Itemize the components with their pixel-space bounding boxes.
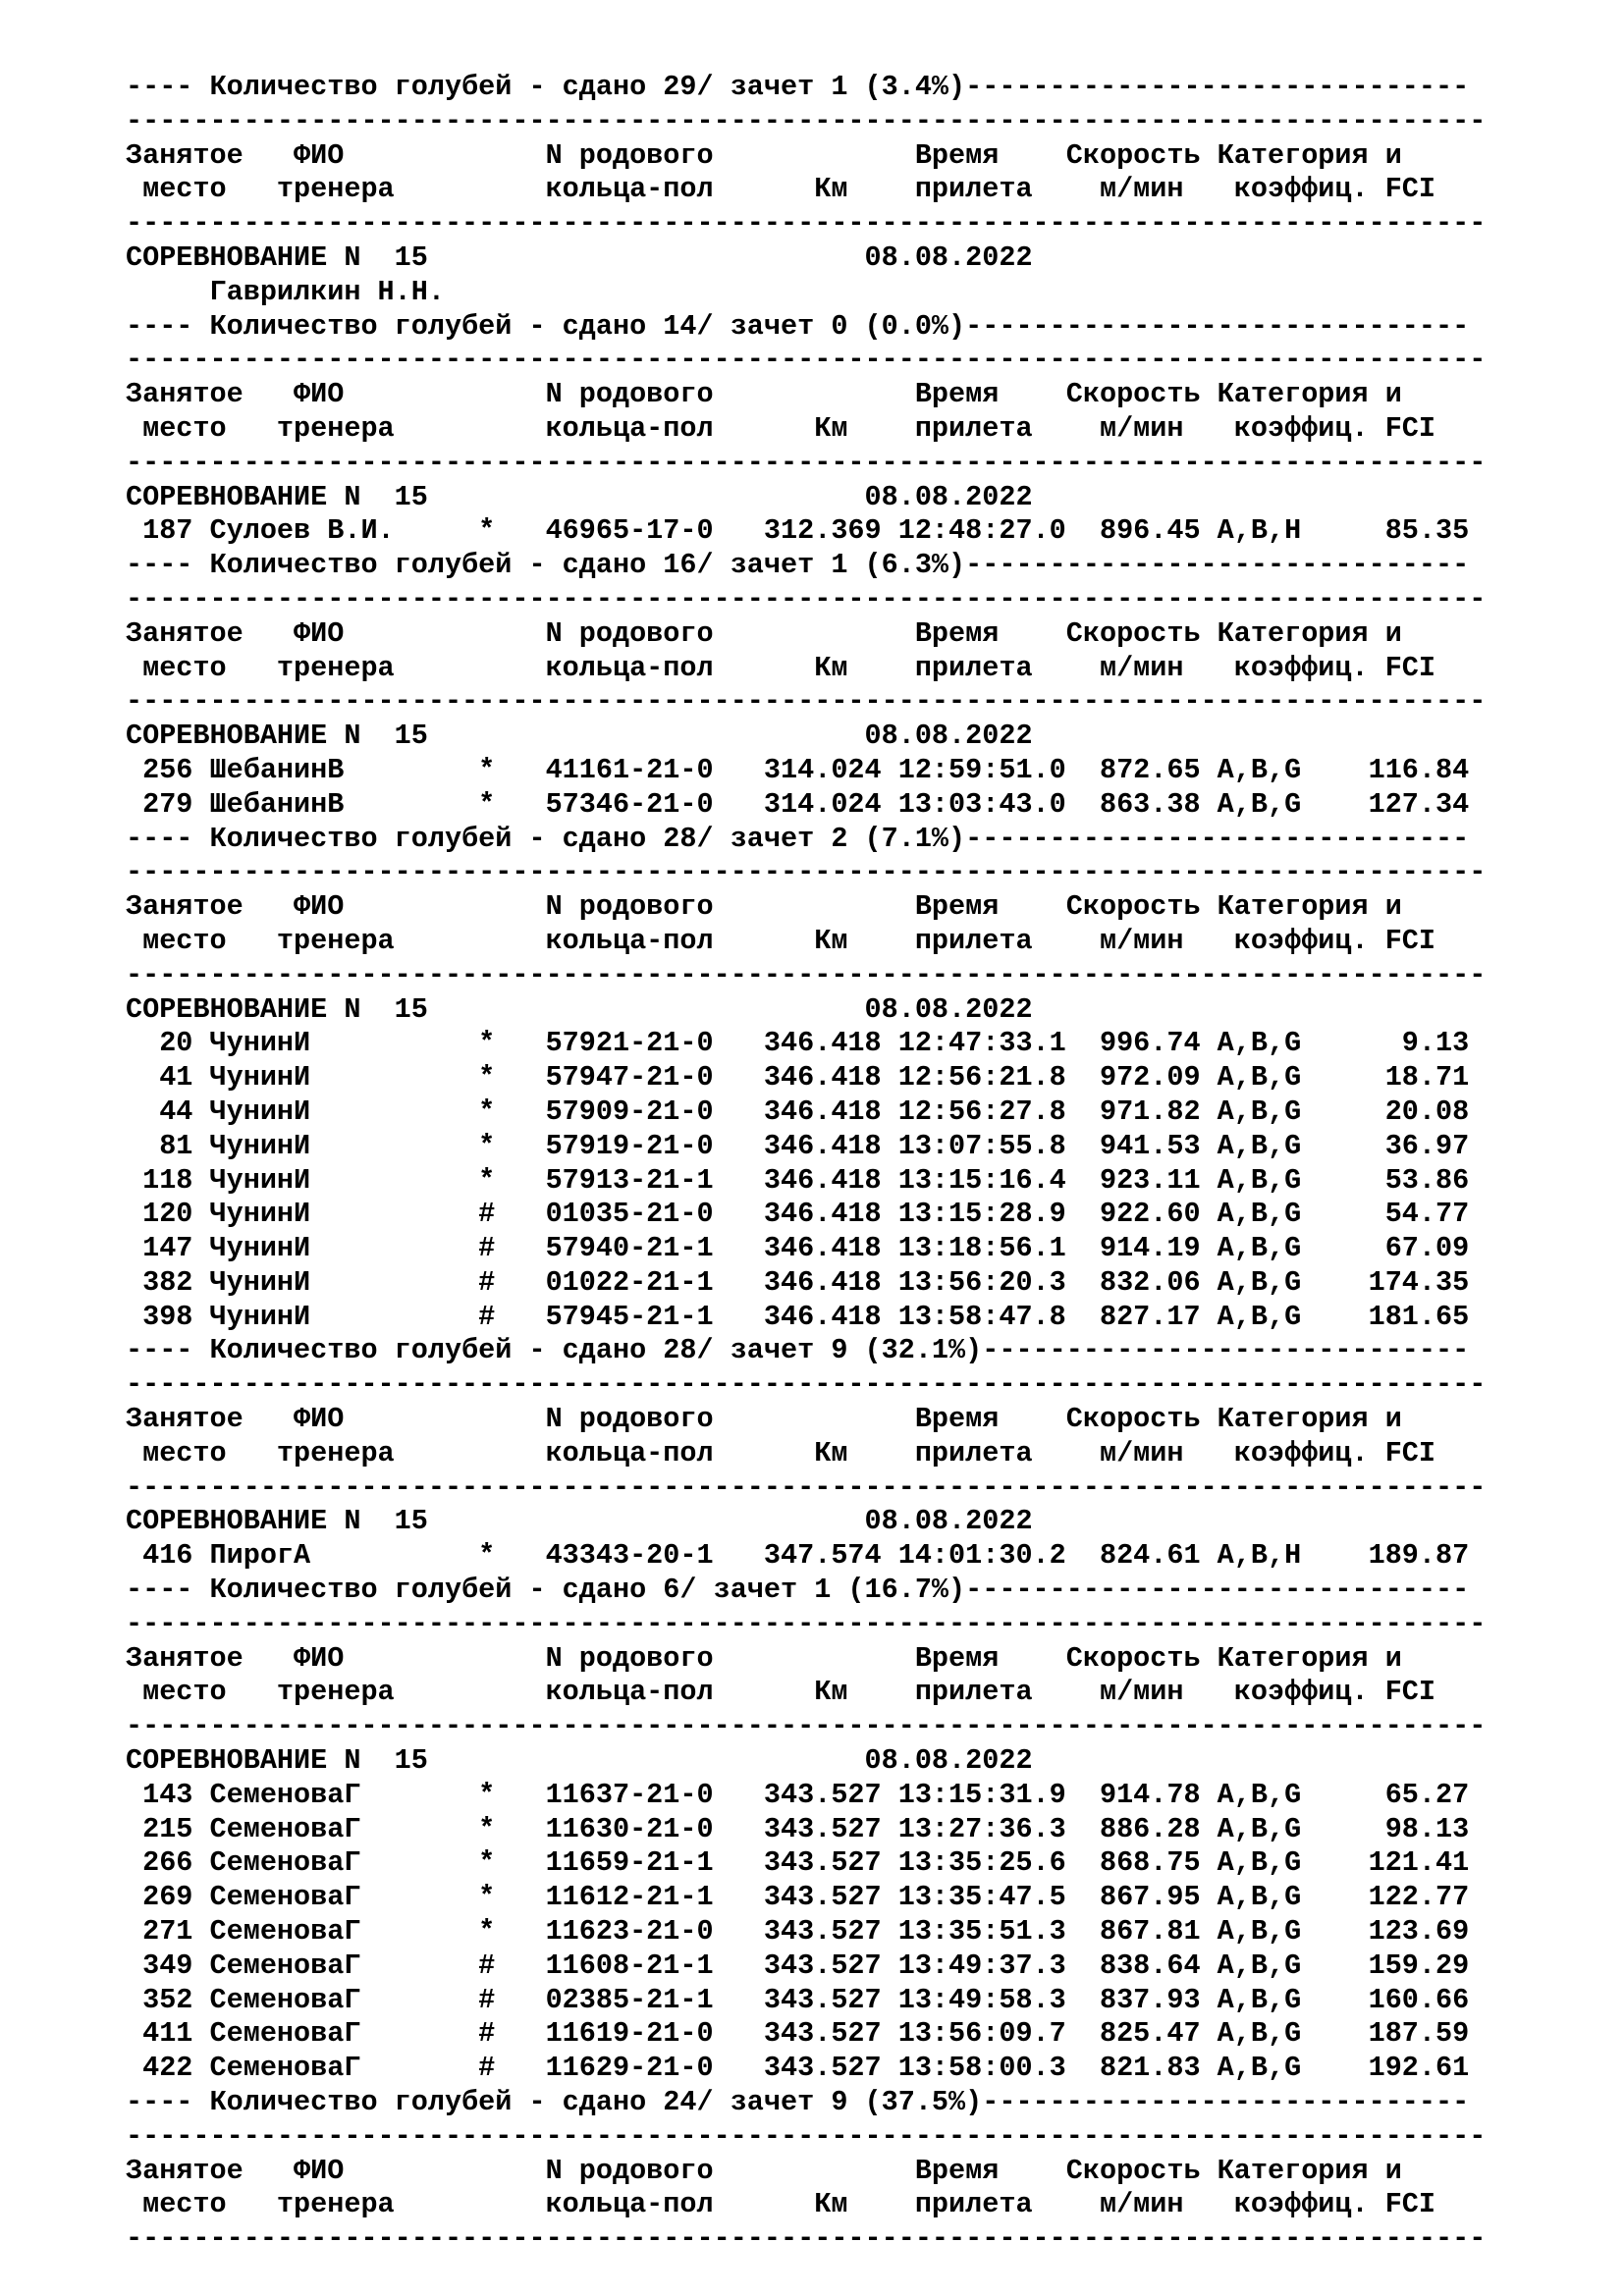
column-header-line: место тренера кольца-пол Км прилета м/мин коэффиц. FCI <box>126 2188 1436 2221</box>
column-header-line: место тренера кольца-пол Км прилета м/мин коэффиц. FCI <box>126 1436 1436 1469</box>
result-row: 398 ЧунинИ # 57945-21-1 346.418 13:58:47.8 827.17 A,B,G 181.65 <box>126 1300 1470 1333</box>
result-row: 118 ЧунинИ * 57913-21-1 346.418 13:15:16.4 923.11 A,B,G 53.86 <box>126 1163 1470 1197</box>
result-row: 215 СеменоваГ * 11630-21-0 343.527 13:27:36.3 886.28 A,B,G 98.13 <box>126 1812 1470 1845</box>
summary-line: ---- Количество голубей - сдано 16/ зачет 1 (6.3%)------------------------------ <box>126 549 1470 582</box>
competition-title: СОРЕВНОВАНИЕ N 15 08.08.2022 <box>126 992 1033 1026</box>
column-header-line: место тренера кольца-пол Км прилета м/мин коэффиц. FCI <box>126 173 1436 206</box>
result-row: 41 ЧунинИ * 57947-21-0 346.418 12:56:21.8 972.09 A,B,G 18.71 <box>126 1061 1470 1095</box>
result-row: 44 ЧунинИ * 57909-21-0 346.418 12:56:27.8 971.82 A,B,G 20.08 <box>126 1095 1470 1128</box>
result-row: 382 ЧунинИ # 01022-21-1 346.418 13:56:20.3 832.06 A,B,G 174.35 <box>126 1265 1470 1299</box>
result-row: 120 ЧунинИ # 01035-21-0 346.418 13:15:28.9 922.60 A,B,G 54.77 <box>126 1198 1470 1231</box>
summary-line: ---- Количество голубей - сдано 28/ зачет 2 (7.1%)------------------------------ <box>126 822 1470 855</box>
separator-line: --------------------------------------------------------------------------------- <box>126 856 1487 889</box>
summary-line: ---- Количество голубей - сдано 24/ зачет 9 (37.5%)----------------------------- <box>126 2086 1470 2119</box>
result-row: 143 СеменоваГ * 11637-21-0 343.527 13:15:31.9 914.78 A,B,G 65.27 <box>126 1778 1470 1811</box>
separator-line: --------------------------------------------------------------------------------- <box>126 344 1487 377</box>
column-header-line: место тренера кольца-пол Км прилета м/мин коэффиц. FCI <box>126 1676 1436 1709</box>
separator-line: --------------------------------------------------------------------------------- <box>126 2222 1487 2256</box>
summary-line: ---- Количество голубей - сдано 28/ зачет 9 (32.1%)----------------------------- <box>126 1334 1470 1367</box>
competition-title: СОРЕВНОВАНИЕ N 15 08.08.2022 <box>126 480 1033 513</box>
column-header-line: место тренера кольца-пол Км прилета м/мин коэффиц. FCI <box>126 411 1436 445</box>
result-row: 187 Сулоев В.И. * 46965-17-0 312.369 12:48:27.0 896.45 A,B,H 85.35 <box>126 514 1470 548</box>
result-row: 352 СеменоваГ # 02385-21-1 343.527 13:49:58.3 837.93 A,B,G 160.66 <box>126 1983 1470 2016</box>
separator-line: --------------------------------------------------------------------------------- <box>126 582 1487 615</box>
result-row: 416 ПирогА * 43343-20-1 347.574 14:01:30.2 824.61 A,B,H 189.87 <box>126 1539 1470 1573</box>
separator-line: --------------------------------------------------------------------------------- <box>126 1470 1487 1504</box>
result-row: 256 ШебанинВ * 41161-21-0 314.024 12:59:51.0 872.65 A,B,G 116.84 <box>126 753 1470 786</box>
result-row: 411 СеменоваГ # 11619-21-0 343.527 13:56:09.7 825.47 A,B,G 187.59 <box>126 2017 1470 2051</box>
column-header-line: Занятое ФИО N родового Время Скорость Категория и <box>126 616 1402 650</box>
result-row: 279 ШебанинВ * 57346-21-0 314.024 13:03:43.0 863.38 A,B,G 127.34 <box>126 787 1470 821</box>
column-header-line: Занятое ФИО N родового Время Скорость Категория и <box>126 138 1402 172</box>
result-row: 147 ЧунинИ # 57940-21-1 346.418 13:18:56.1 914.19 A,B,G 67.09 <box>126 1232 1470 1265</box>
separator-line: --------------------------------------------------------------------------------- <box>126 685 1487 719</box>
competition-title: СОРЕВНОВАНИЕ N 15 08.08.2022 <box>126 720 1033 753</box>
summary-line: ---- Количество голубей - сдано 14/ зачет 0 (0.0%)------------------------------ <box>126 309 1470 343</box>
column-header-line: Занятое ФИО N родового Время Скорость Категория и <box>126 890 1402 924</box>
separator-line: --------------------------------------------------------------------------------- <box>126 1710 1487 1743</box>
column-header-line: Занятое ФИО N родового Время Скорость Категория и <box>126 1403 1402 1436</box>
result-row: 269 СеменоваГ * 11612-21-1 343.527 13:35:47.5 867.95 A,B,G 122.77 <box>126 1881 1470 1914</box>
competition-title: СОРЕВНОВАНИЕ N 15 08.08.2022 <box>126 1744 1033 1778</box>
result-row: 81 ЧунинИ * 57919-21-0 346.418 13:07:55.8 941.53 A,B,G 36.97 <box>126 1129 1470 1162</box>
separator-line: --------------------------------------------------------------------------------- <box>126 446 1487 479</box>
result-row: 349 СеменоваГ # 11608-21-1 343.527 13:49:37.3 838.64 A,B,G 159.29 <box>126 1949 1470 1982</box>
separator-line: --------------------------------------------------------------------------------- <box>126 2119 1487 2153</box>
result-row: 422 СеменоваГ # 11629-21-0 343.527 13:58:00.3 821.83 A,B,G 192.61 <box>126 2052 1470 2085</box>
column-header-line: место тренера кольца-пол Км прилета м/мин коэффиц. FCI <box>126 651 1436 684</box>
column-header-line: место тренера кольца-пол Км прилета м/мин коэффиц. FCI <box>126 924 1436 957</box>
separator-line: --------------------------------------------------------------------------------- <box>126 207 1487 240</box>
results-document <box>126 71 1598 2257</box>
summary-line: ---- Количество голубей - сдано 6/ зачет 1 (16.7%)------------------------------ <box>126 1574 1470 1607</box>
separator-line: --------------------------------------------------------------------------------- <box>126 104 1487 137</box>
separator-line: --------------------------------------------------------------------------------- <box>126 1607 1487 1640</box>
section-note: Гаврилкин Н.Н. <box>126 275 445 308</box>
result-row: 271 СеменоваГ * 11623-21-0 343.527 13:35:51.3 867.81 A,B,G 123.69 <box>126 1915 1470 1949</box>
column-header-line: Занятое ФИО N родового Время Скорость Категория и <box>126 378 1402 411</box>
competition-title: СОРЕВНОВАНИЕ N 15 08.08.2022 <box>126 1505 1033 1538</box>
separator-line: --------------------------------------------------------------------------------- <box>126 1368 1487 1402</box>
column-header-line: Занятое ФИО N родового Время Скорость Категория и <box>126 2154 1402 2187</box>
competition-title: СОРЕВНОВАНИЕ N 15 08.08.2022 <box>126 240 1033 274</box>
result-row: 266 СеменоваГ * 11659-21-1 343.527 13:35:25.6 868.75 A,B,G 121.41 <box>126 1846 1470 1880</box>
result-row: 20 ЧунинИ * 57921-21-0 346.418 12:47:33.1 996.74 A,B,G 9.13 <box>126 1027 1470 1060</box>
column-header-line: Занятое ФИО N родового Время Скорость Категория и <box>126 1641 1402 1675</box>
summary-line: ---- Количество голубей - сдано 29/ зачет 1 (3.4%)------------------------------ <box>126 71 1470 103</box>
separator-line: --------------------------------------------------------------------------------- <box>126 958 1487 991</box>
